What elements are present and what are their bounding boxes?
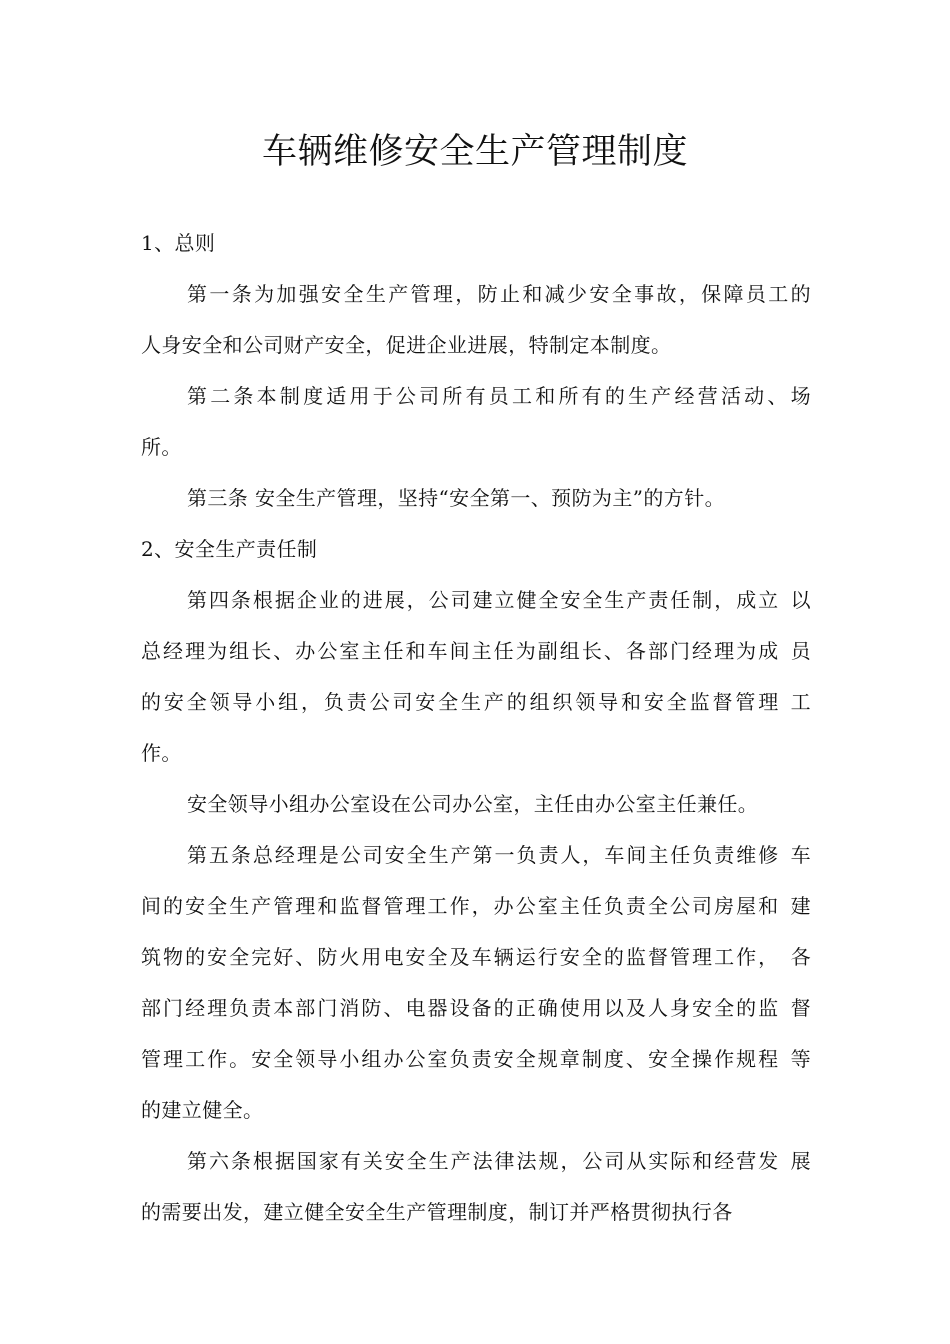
line-main-text: 第五条总经理是公司安全生产第一负责人，车间主任负责维修	[187, 843, 779, 867]
line-main-text: 的安全领导小组，负责公司安全生产的组织领导和安全监督管理	[141, 690, 779, 714]
line-tail-char: 工	[790, 690, 811, 714]
paragraph-line	[141, 1136, 811, 1187]
paragraph-line	[141, 677, 811, 728]
paragraph-line	[141, 626, 811, 677]
line-main-text: 间的安全生产管理和监督管理工作，办公室主任负责全公司房屋和	[141, 894, 779, 918]
line-main-text: 第四条根据企业的进展，公司建立健全安全生产责任制，成立	[187, 588, 779, 612]
document-body	[141, 218, 811, 1238]
paragraph-line: 的建立健全。	[141, 1098, 264, 1122]
document-title: 车辆维修安全生产管理制度	[261, 132, 688, 172]
paragraph-line: 第一条为加强安全生产管理，防止和减少安全事故，保障员工的	[187, 282, 811, 306]
paragraph-line: 第二条本制度适用于公司所有员工和所有的生产经营活动、场	[187, 384, 811, 408]
paragraph-line	[141, 575, 811, 626]
paragraph-line	[141, 983, 811, 1034]
line-tail-char: 等	[790, 1047, 811, 1071]
paragraph-line: 安全领导小组办公室设在公司办公室，主任由办公室主任兼任。	[187, 792, 759, 816]
section-heading-general: 1、总则	[141, 231, 216, 255]
paragraph-line	[141, 1034, 811, 1085]
line-main-text: 管理工作。安全领导小组办公室负责安全规章制度、安全操作规程	[141, 1047, 779, 1071]
paragraph-line: 作。	[141, 741, 182, 765]
paragraph-line: 的需要出发，建立健全安全生产管理制度，制订并严格贯彻执行各	[141, 1200, 733, 1224]
line-main-text: 部门经理负责本部门消防、电器设备的正确使用以及人身安全的监	[141, 996, 779, 1020]
line-tail-char: 督	[790, 996, 811, 1020]
line-main-text: 第六条根据国家有关安全生产法律法规，公司从实际和经营发	[187, 1149, 779, 1173]
paragraph-line	[141, 881, 811, 932]
line-tail-char: 展	[790, 1149, 811, 1173]
line-main-text: 筑物的安全完好、防火用电安全及车辆运行安全的监督管理工作，	[141, 945, 779, 969]
section-heading-responsibility: 2、安全生产责任制	[141, 537, 318, 561]
paragraph-line: 人身安全和公司财产安全，促进企业进展，特制定本制度。	[141, 333, 672, 357]
line-tail-char: 员	[790, 639, 811, 663]
paragraph-line: 第三条 安全生产管理，坚持“安全第一、预防为主”的方针。	[187, 486, 726, 510]
line-tail-char: 以	[790, 588, 811, 612]
paragraph-line: 所。	[141, 435, 182, 459]
line-tail-char: 建	[790, 894, 811, 918]
paragraph-line	[141, 932, 811, 983]
line-tail-char: 车	[790, 843, 811, 867]
line-tail-char: 各	[790, 945, 811, 969]
paragraph-line	[141, 830, 811, 881]
line-main-text: 总经理为组长、办公室主任和车间主任为副组长、各部门经理为成	[141, 639, 779, 663]
